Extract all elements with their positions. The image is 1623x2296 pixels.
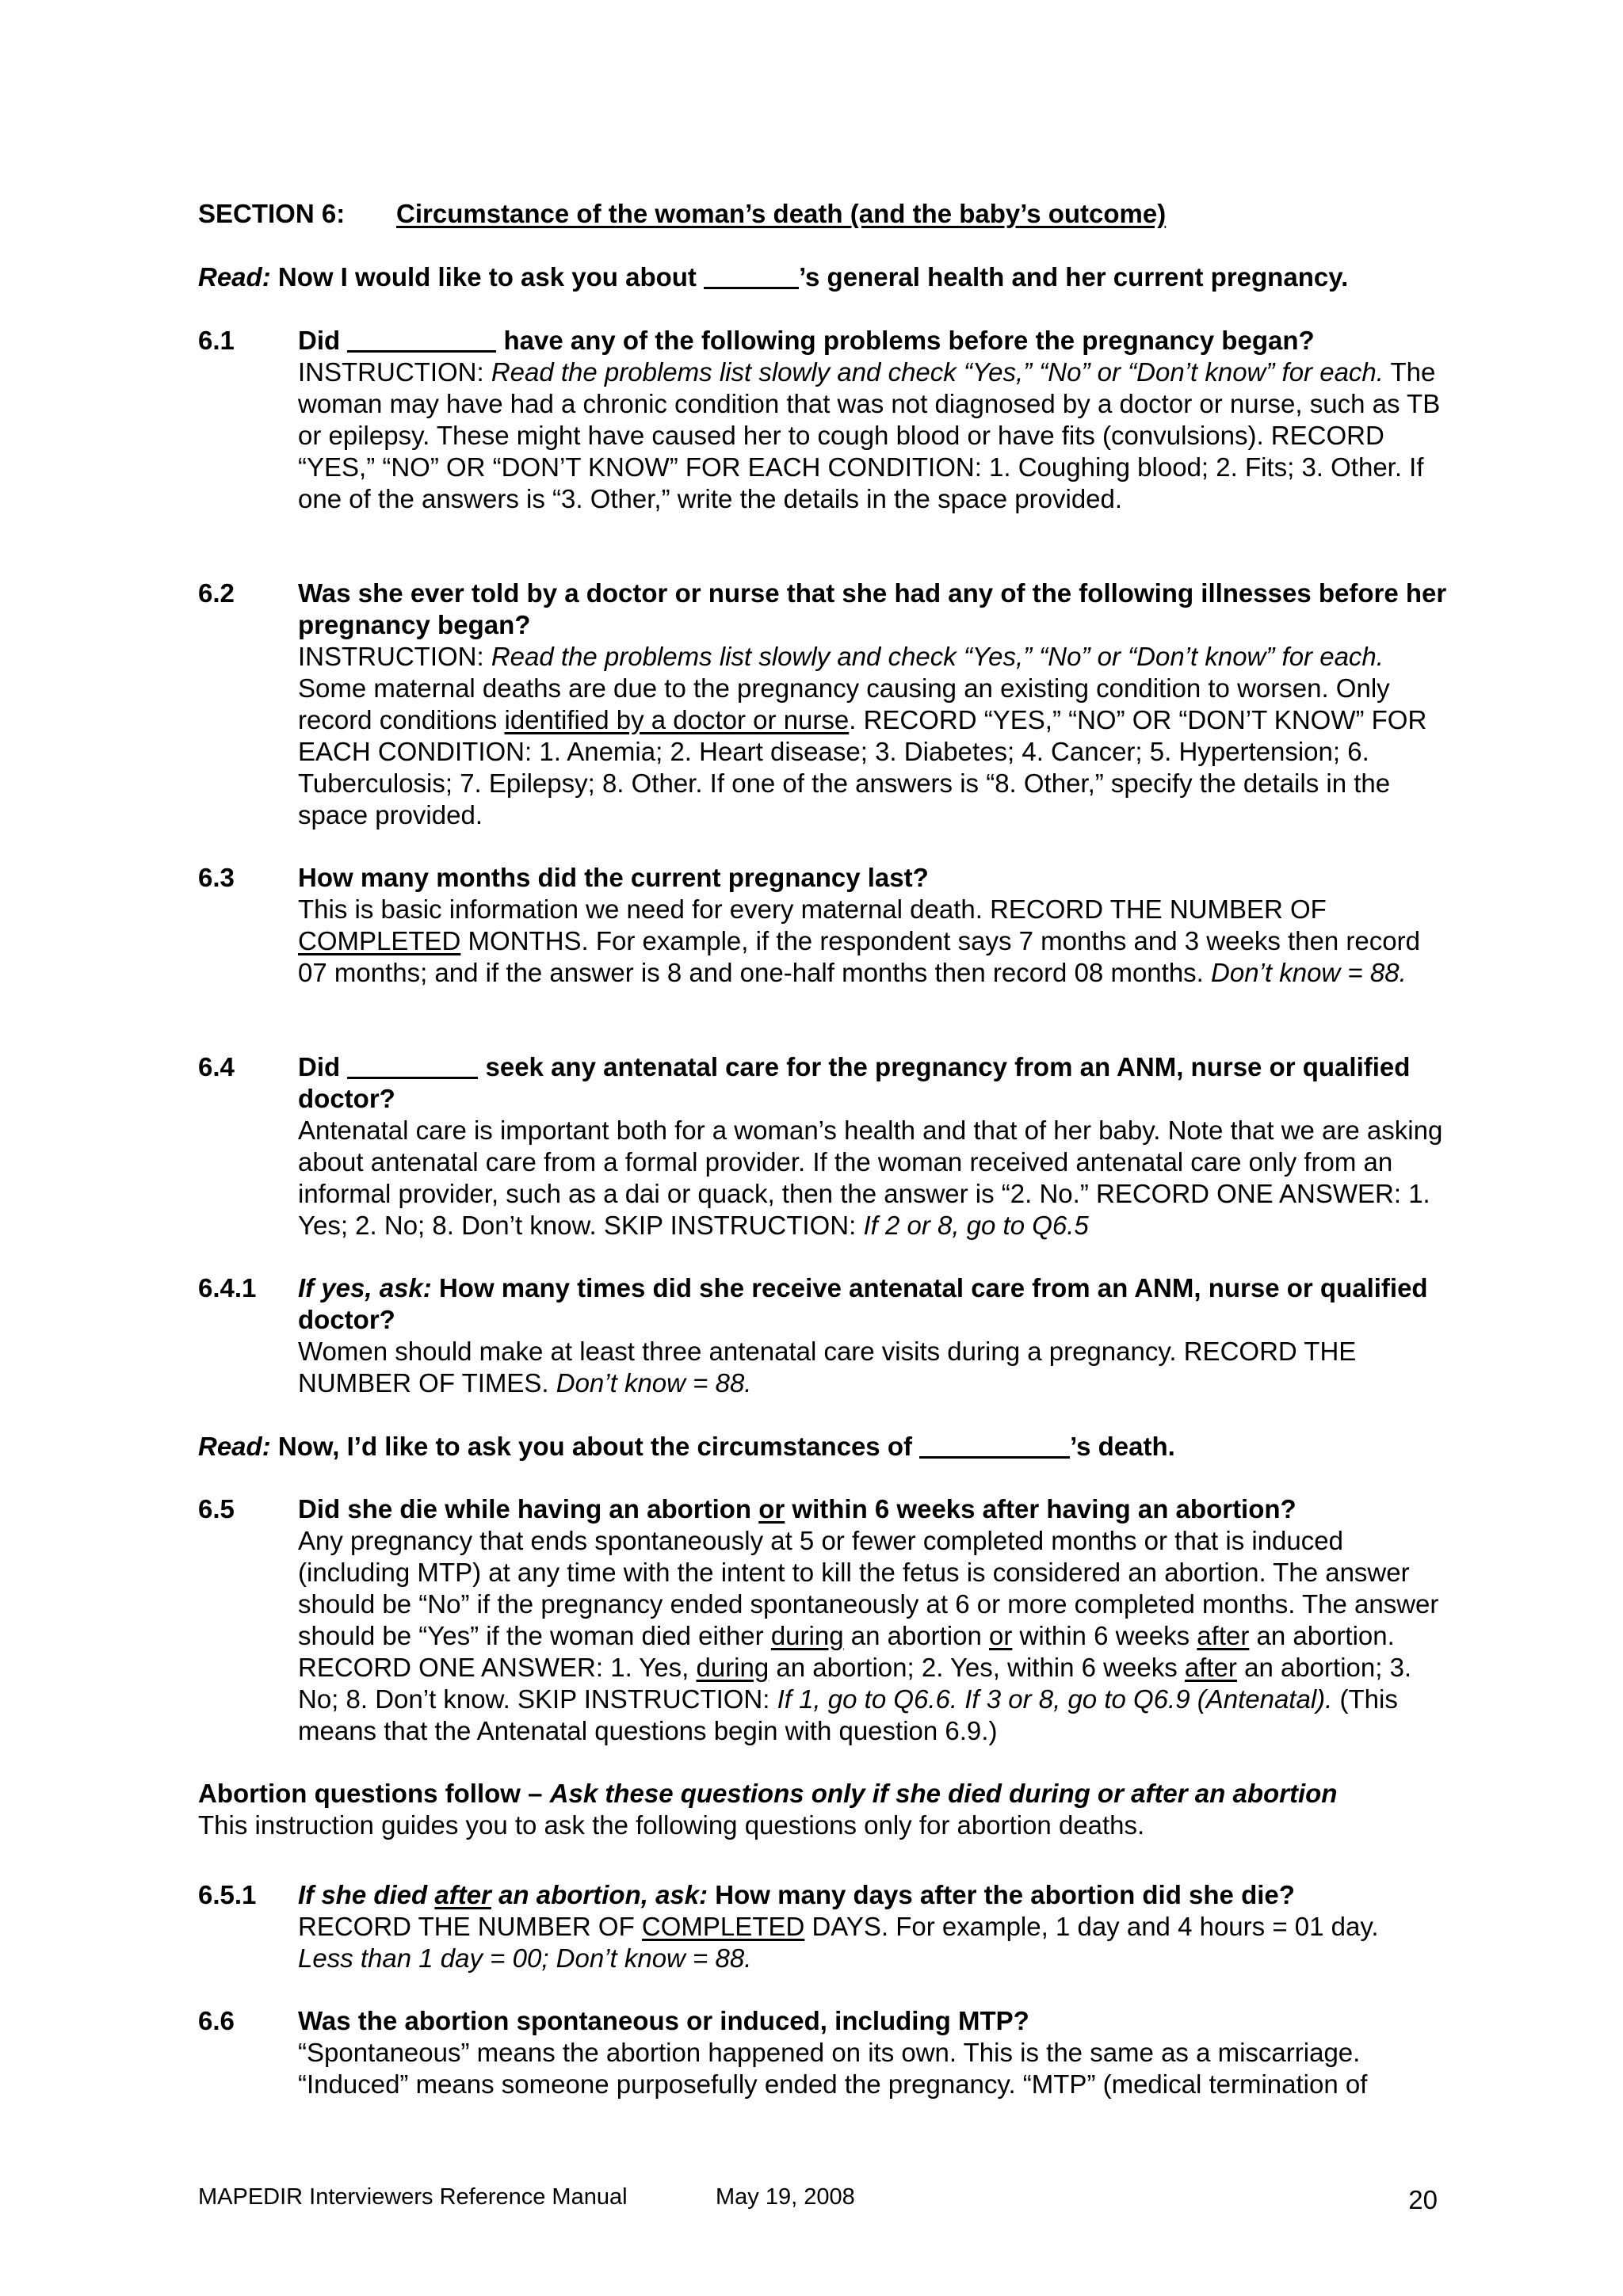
instruction-text: Any pregnancy that ends spontaneously at 5 or fewer completed months or that is induced (including MTP) at any time with the intent to kill the fetus is considered an abortion. The answer should be “No” if the pregnancy ended spontaneously at 6 or more completed months. The answer should be “Yes” if the woman died either during an abortion or within 6 weeks after an abortion. RECORD ONE ANSWER: 1. Yes, during an abortion; 2. Yes, within 6 weeks after an abortion; 3. No; 8. Don’t know. SKIP INSTRUCTION: If 1, go to Q6.6. If 3 or 8, go to Q6.9 (Antenatal). (This means that the Antenatal questions begin with question 6.9.) — [298, 1526, 1439, 1745]
instruction-text: This is basic information we need for every maternal death. RECORD THE NUMBER OF COMPLETED MONTHS. For example, if the respondent says 7 months and 3 weeks then record 07 months; and if the answer is 8 and one-half months then record 08 months. Don’t know = 88. — [298, 894, 1420, 987]
question-number: 6.2 — [198, 578, 235, 608]
read-text-end: ’s death. — [1070, 1432, 1175, 1461]
question-number: 6.3 — [198, 863, 235, 892]
abortion-instruction: This instruction guides you to ask the following questions only for abortion deaths. — [198, 1810, 1145, 1840]
instruction-text: Antenatal care is important both for a woman’s health and that of her baby. Note that we are asking about antenatal care from a formal provider. If the woman received antenatal care only from an informal provider, such as a dai or quack, then the answer is “2. No.” RECORD ONE ANSWER: 1. Yes; 2. No; 8. Don’t know. SKIP INSTRUCTION: If 2 or 8, go to Q6.5 — [298, 1116, 1443, 1240]
instruction-text: INSTRUCTION: Read the problems list slowly and check “Yes,” “No” or “Don’t know” for each. Some maternal deaths are due to the pregnancy causing an existing condition to worsen. Only record conditions identified by a doctor or nurse. RECORD “YES,” “NO” OR “DON’T KNOW” FOR EACH CONDITION: 1. Anemia; 2. Heart disease; 3. Diabetes; 4. Cancer; 5. Hypertension; 6. Tuberculosis; 7. Epilepsy; 8. Other. If one of the answers is “8. Other,” specify the details in the space provided. — [298, 642, 1427, 830]
name-blank — [347, 1077, 478, 1079]
read-text: Now, I’d like to ask you about the circumstances of — [270, 1432, 920, 1461]
instruction-text: “Spontaneous” means the abortion happened on its own. This is the same as a miscarriage. “Induced” means someone purposefully ended the pregnancy. “MTP” (medical termination of — [298, 2038, 1368, 2099]
question-number: 6.5.1 — [198, 1880, 257, 1909]
question-number: 6.4 — [198, 1052, 235, 1081]
read-intro-health — [198, 261, 1466, 293]
read-text-end: ’s general health and her current pregnancy. — [799, 262, 1349, 292]
question-6-6 — [298, 2005, 1447, 2100]
section-label: SECTION 6: — [198, 199, 346, 228]
question-number: 6.4.1 — [198, 1273, 257, 1302]
question-text: Was she ever told by a doctor or nurse that she had any of the following illnesses before her pregnancy began? — [298, 578, 1447, 639]
instruction-text: RECORD THE NUMBER OF COMPLETED DAYS. For example, 1 day and 4 hours = 01 day. Less than 1 day = 00; Don’t know = 88. — [298, 1912, 1379, 1973]
footer-manual-title: MAPEDIR Interviewers Reference Manual — [198, 2184, 628, 2210]
question-text: Did have any of the following problems before the pregnancy began? — [298, 326, 1315, 355]
question-number: 6.5 — [198, 1494, 235, 1524]
name-blank — [347, 350, 496, 353]
question-number: 6.1 — [198, 326, 235, 355]
question-6-5-1 — [298, 1879, 1447, 1974]
section-heading — [198, 198, 1466, 230]
name-blank — [919, 1456, 1070, 1459]
abortion-heading: Abortion questions follow – Ask these questions only if she died during or after an abortion — [198, 1779, 1338, 1808]
abortion-questions-note — [198, 1778, 1466, 1841]
footer-date: May 19, 2008 — [716, 2184, 855, 2210]
question-6-4 — [298, 1051, 1447, 1241]
instruction-text: Women should make at least three antenatal care visits during a pregnancy. RECORD THE NUMBER OF TIMES. Don’t know = 88. — [298, 1337, 1357, 1398]
section-title: Circumstance of the woman’s death (and the baby’s outcome) — [396, 199, 1167, 228]
question-text: If yes, ask: How many times did she receive antenatal care from an ANM, nurse or qualified doctor? — [298, 1273, 1428, 1334]
question-6-1 — [298, 325, 1447, 515]
instruction-text: INSTRUCTION: Read the problems list slowly and check “Yes,” “No” or “Don’t know” for each. The woman may have had a chronic condition that was not diagnosed by a doctor or nurse, such as TB or epilepsy. These might have caused her to cough blood or have fits (convulsions). RECORD “YES,” “NO” OR “DON’T KNOW” FOR EACH CONDITION: 1. Coughing blood; 2. Fits; 3. Other. If one of the answers is “3. Other,” write the details in the space provided. — [298, 357, 1441, 513]
question-text: Did she die while having an abortion or within 6 weeks after having an abortion? — [298, 1494, 1296, 1524]
name-blank — [704, 287, 799, 289]
question-text: How many months did the current pregnancy last? — [298, 863, 929, 892]
question-6-4-1 — [298, 1272, 1447, 1399]
question-text: Did seek any antenatal care for the pregnancy from an ANM, nurse or qualified doctor? — [298, 1052, 1411, 1113]
question-6-3 — [298, 862, 1447, 989]
question-text: If she died after an abortion, ask: How many days after the abortion did she die? — [298, 1880, 1295, 1909]
question-6-5 — [298, 1493, 1447, 1747]
question-text: Was the abortion spontaneous or induced, including MTP? — [298, 2006, 1029, 2035]
read-intro-death — [198, 1431, 1466, 1463]
question-6-2 — [298, 578, 1447, 831]
read-label: Read: — [198, 1432, 271, 1461]
read-text: Now I would like to ask you about — [277, 262, 705, 292]
page-number: 20 — [1408, 2185, 1438, 2214]
read-label: Read: — [198, 262, 271, 292]
question-number: 6.6 — [198, 2006, 235, 2035]
